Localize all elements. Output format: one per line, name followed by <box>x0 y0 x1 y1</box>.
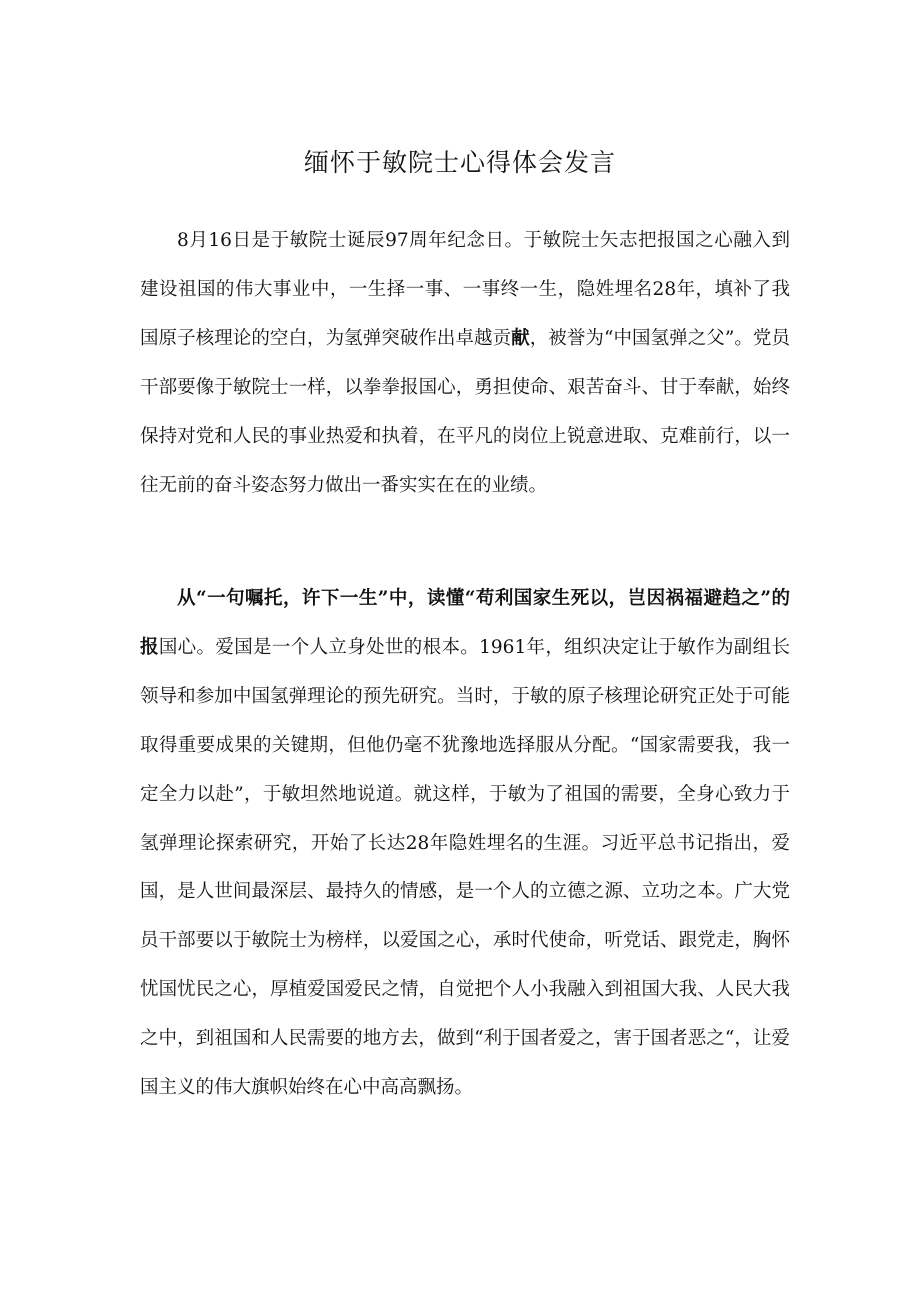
paragraph-2 <box>140 575 790 1113</box>
paragraph-1 <box>140 217 790 510</box>
paragraph-1-bold-char: 献 <box>511 327 530 349</box>
paragraph-1-text-cont: ，被誉为“中国氢弹之父”。党员干部要像于敏院士一样，以拳拳报国心，勇担使命、艰苦奋斗、甘于奉献，始终保持对党和人民的事业热爱和执着，在平凡的岗位上锐意进取、克难前行，以一往无前的奋斗姿态努力做出一番实实在在的业绩。 <box>140 327 790 496</box>
paragraph-2-lead-heading: 从“一句嘱托，许下一生”中，读懂“苟利国家生死以，岂因祸福避趋之”的报 <box>140 588 790 658</box>
document-title: 缅怀于敏院士心得体会发言 <box>303 148 616 177</box>
paragraph-2-text: 国心。爱国是一个人立身处世的根本。1961年，组织决定让于敏作为副组长领导和参加中国氢弹理论的预先研究。当时，于敏的原子核理论研究正处于可能取得重要成果的关键期，但他仍毫不犹豫地选择服从分配。“国家需要我，我一定全力以赴”，于敏坦然地说道。就这样，于敏为了祖国的需要，全身心致力于氢弹理论探索研究，开始了长达28年隐姓埋名的生涯。习近平总书记指出，爱国，是人世间最深层、最持久的情感，是一个人的立德之源、立功之本。广大党员干部要以于敏院士为榜样，以爱国之心，承时代使命，听党话、跟党走，胸怀忧国忧民之心，厚植爱国爱民之情，自觉把个人小我融入到祖国大我、人民大我之中，到祖国和人民需要的地方去，做到“利于国者爱之，害于国者恶之“，让爱国主义的伟大旗帜始终在心中高高飘扬。 <box>140 636 790 1099</box>
paragraph-1-text: 8月16日是于敏院士诞辰97周年纪念日。于敏院士矢志把报国之心融入到建设祖国的伟大事业中，一生择一事、一事终一生，隐姓埋名28年，填补了我国原子核理论的空白，为氢弹突破作出卓越贡 <box>140 230 790 349</box>
